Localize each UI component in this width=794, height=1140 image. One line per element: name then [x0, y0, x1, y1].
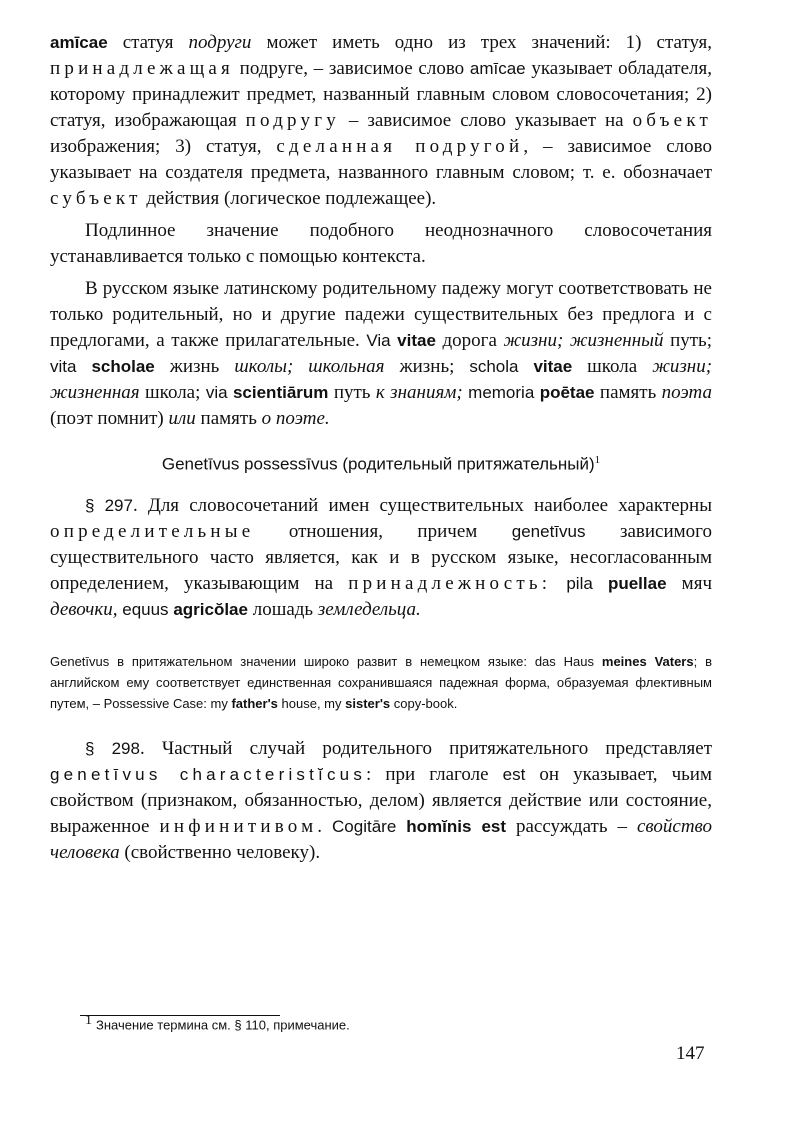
text-run: – зависимое слово указывает на — [339, 110, 633, 131]
italic-run: девочки, — [50, 598, 118, 620]
small-print-note — [50, 651, 712, 714]
text-run: (поэт помнит) — [50, 408, 169, 429]
footnote-ref: 1 — [594, 454, 601, 466]
text-run: зависимого существительного часто является, как и в русском языке, несогласованным определением, указывающим на — [50, 520, 712, 594]
paragraph-298 — [50, 736, 712, 866]
spaced-term: genetīvus characteristĭcus — [50, 764, 367, 784]
text-run: Genetīvus в притяжательном значении широко развит в немецком языке: — [50, 653, 535, 669]
spaced-term: инфинитивом — [159, 815, 318, 837]
paragraph-russian-equivalents — [50, 276, 712, 432]
latin-word: equus — [122, 599, 169, 619]
text-run: жизнь — [154, 356, 235, 377]
text-run: изображения; 3) статуя, — [50, 136, 277, 157]
text-run: память — [195, 408, 262, 429]
text-run: статуя — [107, 32, 189, 53]
latin-word: genetīvus — [511, 521, 586, 541]
text-run: жизнь; — [384, 356, 470, 377]
spaced-term: объект — [632, 110, 712, 131]
text-run: путь; — [663, 330, 712, 351]
text-run: может иметь одно из трех значений: 1) статуя, — [251, 32, 713, 53]
spaced-term: определительные — [50, 520, 255, 542]
latin-word: amīcae — [50, 33, 108, 52]
text-run: отношения, причем — [254, 520, 512, 542]
text-run: . Для словосочетаний имен существительных наиболее характерны — [132, 494, 712, 516]
latin-word: schola — [469, 357, 519, 376]
italic-run: жизни; жизненный — [503, 330, 664, 351]
latin-word: vitae — [533, 357, 573, 376]
text-run: ; в английском ему соответствует единственная сохранившаяся падежная форма, образуемая флективным путем, – Possessive Case: my — [50, 653, 712, 711]
latin-word: via — [205, 383, 228, 402]
text-run: рассуждать – — [506, 815, 637, 837]
text-run: память — [594, 382, 662, 403]
section-number: § 298 — [85, 738, 140, 758]
italic-run: или — [168, 408, 196, 429]
footnote — [85, 1013, 350, 1032]
italic-run: подруги — [188, 32, 252, 53]
italic-run: жизни; жизненная — [50, 356, 713, 403]
text-run: . — [317, 815, 333, 837]
latin-word: Via — [366, 331, 391, 350]
latin-word: vitae — [397, 331, 436, 350]
text-run: школа; — [139, 382, 206, 403]
latin-word: scientiārum — [232, 383, 329, 402]
footnote-text: Значение термина см. § 110, примечание. — [96, 1017, 350, 1033]
spaced-term: принадлежащая — [50, 58, 234, 79]
italic-run: школы; школьная — [234, 356, 385, 377]
text-run: указывает обладателя, которому принадлежит предмет, названный главным словом словосочетания; 2) статуя, изображающая — [50, 58, 712, 131]
latin-word: est — [481, 816, 507, 836]
text-run: подруге, – зависимое слово — [233, 58, 470, 79]
space — [518, 356, 533, 377]
text-run: лошадь — [247, 598, 318, 620]
text-run: дорога — [435, 330, 504, 351]
latin-word: agricŏlae — [173, 599, 248, 619]
space — [396, 816, 406, 837]
spaced-term: принадлежность: — [348, 572, 552, 594]
italic-run: к знаниям; — [375, 382, 463, 403]
text-run: он указывает, чьим свойством (признаком, обязанностью, делом) является действие или состояние, выраженное — [50, 763, 712, 837]
text-run: copy-book. — [390, 695, 458, 711]
text-run: das Haus — [534, 653, 602, 669]
page-body — [50, 30, 712, 866]
space — [471, 816, 481, 837]
italic-run: о поэте. — [261, 408, 330, 429]
latin-word: memoria — [468, 383, 535, 402]
latin-word: homĭnis — [406, 816, 472, 836]
paragraph-297 — [50, 493, 712, 623]
latin-word: pila — [566, 573, 593, 593]
footnote-number: 1 — [85, 1013, 92, 1028]
spaced-term: сделанная подругой — [276, 136, 524, 157]
section-number: § 297 — [85, 495, 133, 515]
section-heading-text: Genetīvus possessīvus (родительный притяжательный) — [161, 454, 595, 474]
section-heading — [50, 454, 712, 475]
latin-word: amīcae — [469, 59, 526, 78]
italic-run: поэта — [661, 382, 713, 403]
latin-word: scholae — [91, 357, 155, 376]
paragraph-context: Подлинное значение подобного неоднозначного словосочетания устанавливается только с помощью контекста. — [50, 220, 712, 267]
bold-run: father's — [231, 695, 278, 711]
text-run: (свойственно человеку). — [119, 841, 321, 863]
text-run: путь — [328, 382, 376, 403]
space — [551, 573, 566, 594]
latin-word: est — [502, 764, 526, 784]
latin-word: puellae — [607, 573, 667, 593]
page-number: 147 — [676, 1043, 705, 1064]
bold-run: sister's — [345, 695, 391, 711]
space — [593, 573, 608, 594]
text-run: школа — [572, 356, 653, 377]
latin-word: vita — [50, 357, 77, 376]
paragraph-statue-meanings — [50, 30, 712, 212]
italic-run: земледельца. — [317, 598, 421, 620]
spaced-term: подругу — [245, 110, 340, 131]
latin-word: Cogitāre — [332, 816, 397, 836]
text-run: В русском языке латинскому родительному падежу могут соответствовать не только родительный, но и другие падежи существительных без предлога и с предлогами, а также прилагательные. — [50, 278, 712, 351]
text-run: house, my — [277, 695, 346, 711]
text-run: . Частный случай родительного притяжательного представляет — [139, 737, 712, 759]
text-run: , – зависимое слово указывает на создателя предмета, названного главным словом; т. е. обозначает — [50, 136, 712, 183]
italic-run: свойство человека — [50, 815, 713, 863]
text-run: мяч — [666, 572, 713, 594]
latin-word: poētae — [539, 383, 595, 402]
spaced-term: субъект — [50, 188, 142, 209]
bold-run: meines Vaters — [601, 653, 694, 669]
space — [76, 356, 91, 377]
text-run: действия (логическое подлежащее). — [141, 188, 437, 209]
text-run: : при глаголе — [366, 763, 503, 785]
